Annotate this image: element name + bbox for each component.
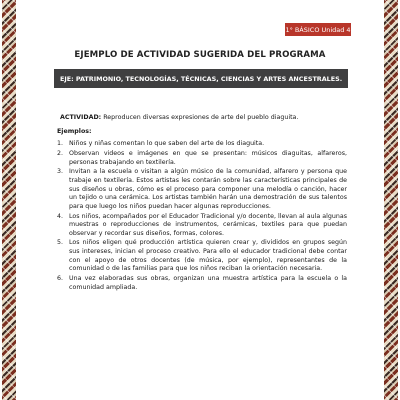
examples-list	[57, 140, 347, 292]
examples-heading: Ejemplos:	[57, 127, 92, 135]
list-item-number: 3.	[57, 168, 64, 176]
list-item	[57, 168, 347, 211]
decorative-border-left	[2, 0, 16, 400]
list-item-number: 5.	[57, 239, 64, 247]
list-item-number: 6.	[57, 275, 64, 283]
activity-label: ACTIVIDAD:	[60, 114, 102, 121]
badge-grade: BÁSICO	[294, 25, 320, 34]
axis-text: EJE: PATRIMONIO, TECNOLOGÍAS, TÉCNICAS, CIENCIAS Y ARTES ANCESTRALES.	[60, 74, 343, 83]
list-item-number: 4.	[57, 212, 64, 220]
activity-text: Reproducen diversas expresiones de arte del pueblo diaguita.	[103, 114, 299, 121]
list-item	[57, 213, 347, 239]
list-item-number: 1.	[57, 140, 64, 148]
list-item	[57, 239, 347, 273]
activity-content	[57, 114, 347, 293]
list-item	[57, 275, 347, 292]
list-item-number: 2.	[57, 149, 64, 157]
badge-unit: Unidad 4	[321, 25, 351, 34]
activity-line	[60, 114, 347, 123]
list-item-text: Los niños, acompañados por el Educador Tradicional y/o docente, llevan al aula algunas muestras o reproducciones de instrumentos, cerámicas, textiles para que puedan observar y recordar sus diseños, formas, colores.	[69, 212, 347, 237]
badge-level: 1°	[285, 25, 293, 34]
list-item	[57, 140, 347, 149]
list-item-text: Niños y niñas comentan lo que saben del arte de los diaguita.	[69, 140, 265, 148]
list-item-text: Una vez elaboradas sus obras, organizan una muestra artística para la escuela o la comunidad ampliada.	[69, 275, 347, 291]
level-badge	[285, 23, 351, 36]
list-item-text: Invitan a la escuela o visitan a algún músico de la comunidad, alfarero y persona que trabaje en textilería. Estos artistas les contarán sobre las características principales de sus diseños u obras, cómo es el proceso para componer una melodía o canción, hacer un tejido o una cerámica. Los artistas también harán una demostración de sus talentos para que luego los niños puedan hacer algunas reproducciones.	[69, 168, 347, 210]
list-item	[57, 150, 347, 167]
page-title: EJEMPLO DE ACTIVIDAD SUGERIDA DEL PROGRAMA	[74, 50, 326, 60]
decorative-border-right	[384, 0, 398, 400]
list-item-text: Observan videos e imágenes en que se presentan: músicos diaguitas, alfareros, personas trabajando en textilería.	[69, 149, 347, 166]
axis-banner	[54, 69, 348, 88]
list-item-text: Los niños eligen qué producción artística quieren crear y, divididos en grupos según sus intereses, inician el proceso creativo. Para ello el educador tradicional debe contar con el apoyo de otros docentes (de música, por ejemplo), representantes de la comunidad o de las familias para que los niños reciban la orientación necesaria.	[69, 239, 347, 273]
